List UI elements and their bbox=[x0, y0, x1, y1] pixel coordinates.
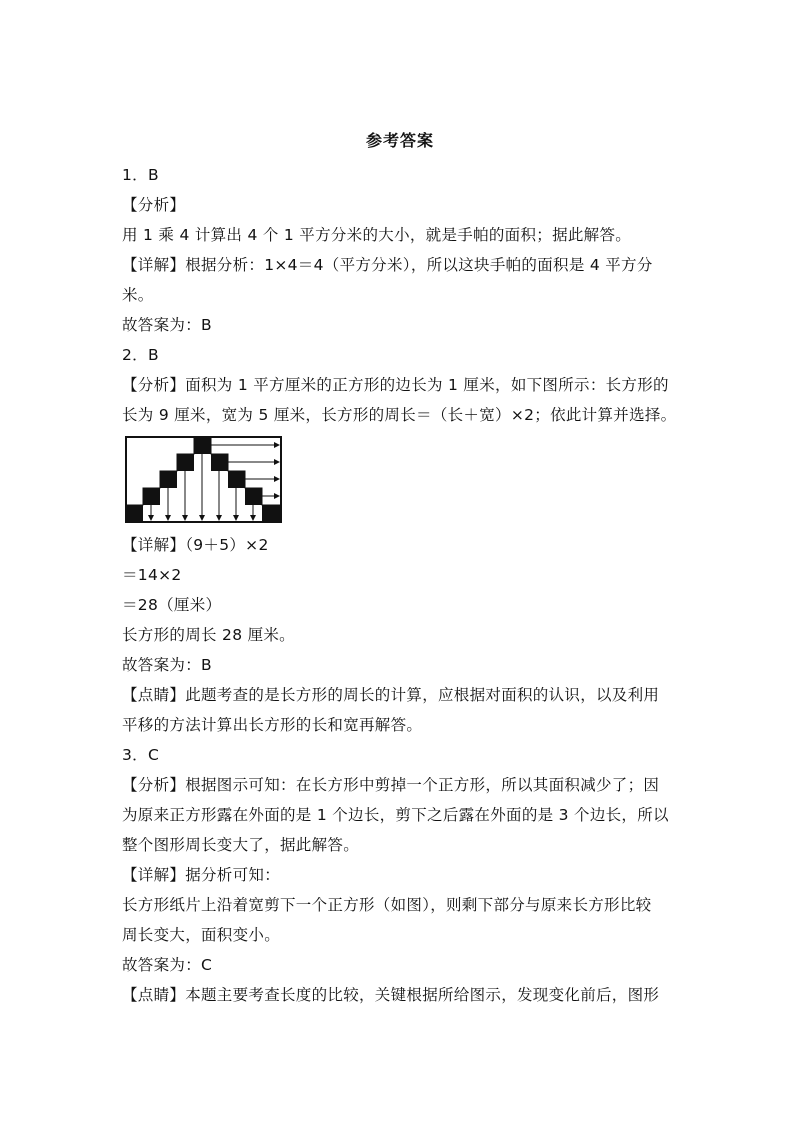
q2-answer: 故答案为：B bbox=[122, 656, 212, 674]
square-3 bbox=[160, 471, 177, 488]
q2-detail-line-1: 【详解】（9＋5）×2 bbox=[122, 536, 269, 554]
q1-detail-line-2: 米。 bbox=[122, 286, 154, 304]
square-8 bbox=[245, 488, 262, 505]
staircase-figure bbox=[122, 430, 682, 530]
square-6 bbox=[211, 454, 228, 471]
q3-analysis-line-2: 为原来正方形露在外面的是 1 个边长，剪下之后露在外面的是 3 个边长，所以 bbox=[122, 806, 669, 824]
q3-detail-line-3: 周长变大，面积变小。 bbox=[122, 926, 281, 944]
square-1 bbox=[126, 505, 143, 522]
q1-number: 1．B bbox=[122, 166, 159, 184]
square-9 bbox=[262, 505, 281, 522]
q2-detail-line-2: ＝14×2 bbox=[122, 566, 182, 584]
q2-comment-line-1: 【点睛】此题考查的是长方形的周长的计算，应根据对面积的认识，以及利用 bbox=[122, 686, 660, 704]
q3-detail-line-2: 长方形纸片上沿着宽剪下一个正方形（如图），则剩下部分与原来长方形比较 bbox=[122, 896, 652, 914]
q3-analysis-line-1: 【分析】根据图示可知：在长方形中剪掉一个正方形，所以其面积减少了；因 bbox=[122, 776, 660, 794]
q1-answer: 故答案为：B bbox=[122, 316, 212, 334]
q2-number: 2．B bbox=[122, 346, 159, 364]
page-title: 参考答案 bbox=[365, 131, 434, 150]
square-2 bbox=[143, 488, 160, 505]
answer-content bbox=[122, 160, 682, 1010]
q2-detail-line-3: ＝28（厘米） bbox=[122, 596, 222, 614]
square-7 bbox=[228, 471, 245, 488]
q2-analysis-line-1: 【分析】面积为 1 平方厘米的正方形的边长为 1 厘米，如下图所示：长方形的 bbox=[122, 376, 669, 394]
q2-analysis-line-2: 长为 9 厘米，宽为 5 厘米，长方形的周长＝（长＋宽）×2；依此计算并选择。 bbox=[122, 406, 677, 424]
q2-detail-line-4: 长方形的周长 28 厘米。 bbox=[122, 626, 295, 644]
q1-detail-line-1: 【详解】根据分析：1×4＝4（平方分米），所以这块手帕的面积是 4 平方分 bbox=[122, 256, 653, 274]
square-4 bbox=[177, 454, 194, 471]
square-5 bbox=[194, 437, 211, 454]
q3-number: 3．C bbox=[122, 746, 160, 764]
q3-analysis-line-3: 整个图形周长变大了，据此解答。 bbox=[122, 836, 360, 854]
q1-analysis-label: 【分析】 bbox=[122, 196, 186, 214]
staircase-diagram bbox=[125, 436, 285, 526]
q3-answer: 故答案为：C bbox=[122, 956, 213, 974]
q2-comment-line-2: 平移的方法计算出长方形的长和宽再解答。 bbox=[122, 716, 423, 734]
q3-comment-line-1: 【点睛】本题主要考查长度的比较，关键根据所给图示，发现变化前后，图形 bbox=[122, 986, 660, 1004]
q3-detail-line-1: 【详解】据分析可知： bbox=[122, 866, 281, 884]
q1-analysis-text: 用 1 乘 4 计算出 4 个 1 平方分米的大小，就是手帕的面积；据此解答。 bbox=[122, 226, 632, 244]
